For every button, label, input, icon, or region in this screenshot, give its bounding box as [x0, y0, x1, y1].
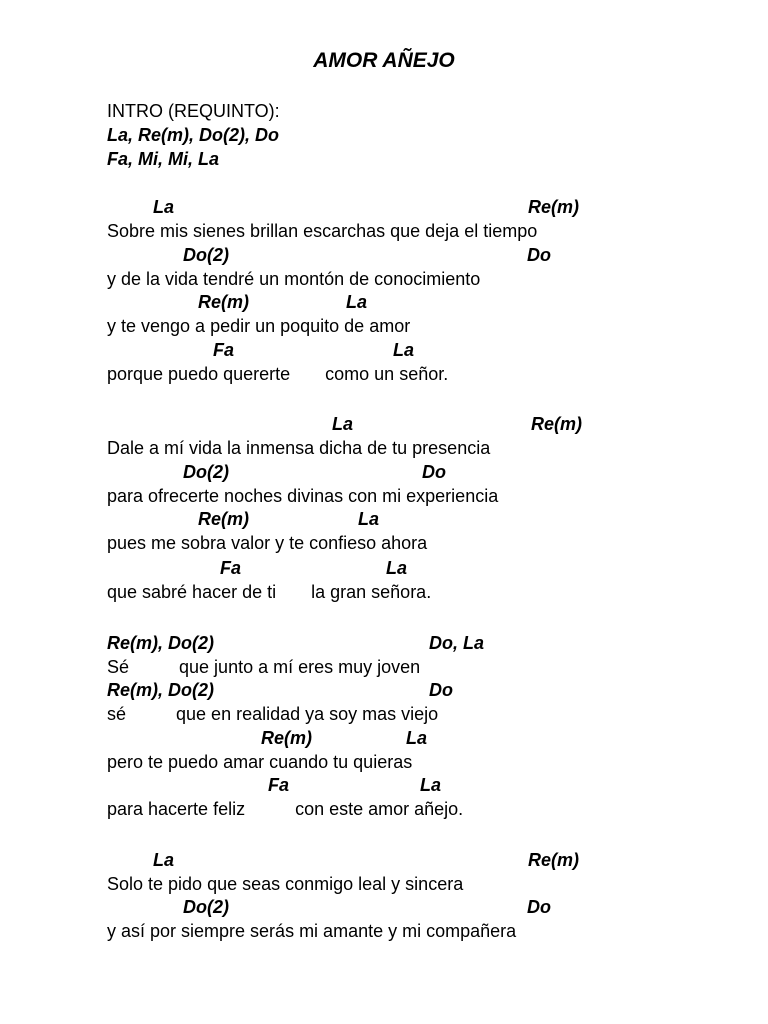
chorus-chord: Re(m), Do(2) [107, 633, 214, 653]
verse2-lyric-line: para ofrecerte noches divinas con mi experiencia [107, 486, 499, 506]
chorus-chord: Do [429, 680, 453, 700]
song-title: AMOR AÑEJO [313, 49, 455, 72]
verse1-chord: La [393, 340, 415, 360]
chorus-chord: Do, La [429, 633, 485, 653]
verse1-chord: Fa [213, 340, 235, 360]
verse1-chord: Re(m) [198, 292, 250, 312]
verse1-lyric-line: Sobre mis sienes brillan escarchas que deja el tiempo [107, 221, 538, 241]
chorus-chord: La [420, 775, 442, 795]
verse2-chord: Re(m) [198, 509, 250, 529]
chorus-chord: La [406, 728, 428, 748]
intro-heading: INTRO (REQUINTO): [107, 101, 280, 121]
chorus-lyric-line: sé que en realidad ya soy mas viejo [107, 704, 439, 724]
intro-chords-line-1: La, Re(m), Do(2), Do [107, 125, 280, 145]
verse2-lyric-line: pues me sobra valor y te confieso ahora [107, 533, 428, 553]
chorus-chord: Fa [268, 775, 290, 795]
verse3-chord: La [153, 850, 175, 870]
verse1-chord: La [346, 292, 368, 312]
verse2-chord: La [386, 558, 408, 578]
verse2-chord: Fa [220, 558, 242, 578]
verse2-chord: La [358, 509, 380, 529]
verse1-chord: Re(m) [528, 197, 580, 217]
verse1-chord: La [153, 197, 175, 217]
verse1-lyric-line: y te vengo a pedir un poquito de amor [107, 316, 411, 336]
verse3-chord: Re(m) [528, 850, 580, 870]
chorus-chord: Re(m) [261, 728, 313, 748]
verse1-lyric-line: y de la vida tendré un montón de conocimiento [107, 269, 481, 289]
verse2-chord: Do [422, 462, 446, 482]
verse1-chord: Do [527, 245, 551, 265]
intro-chords-line-2: Fa, Mi, Mi, La [107, 149, 220, 169]
verse1-lyric-line: porque puedo quererte como un señor. [107, 364, 449, 384]
verse3-chord: Do(2) [183, 897, 229, 917]
verse2-chord: Re(m) [531, 414, 583, 434]
chorus-lyric-line: para hacerte feliz con este amor añejo. [107, 799, 464, 819]
verse1-chord: Do(2) [183, 245, 229, 265]
verse3-lyric-line: Solo te pido que seas conmigo leal y sincera [107, 874, 464, 894]
verse2-lyric-line: que sabré hacer de ti la gran señora. [107, 582, 432, 602]
verse2-chord: Do(2) [183, 462, 229, 482]
chorus-chord: Re(m), Do(2) [107, 680, 214, 700]
verse2-lyric-line: Dale a mí vida la inmensa dicha de tu presencia [107, 438, 491, 458]
verse2-chord: La [332, 414, 354, 434]
chorus-lyric-line: pero te puedo amar cuando tu quieras [107, 752, 413, 772]
chorus-lyric-line: Sé que junto a mí eres muy joven [107, 657, 421, 677]
verse3-lyric-line: y así por siempre serás mi amante y mi compañera [107, 921, 517, 941]
verse3-chord: Do [527, 897, 551, 917]
